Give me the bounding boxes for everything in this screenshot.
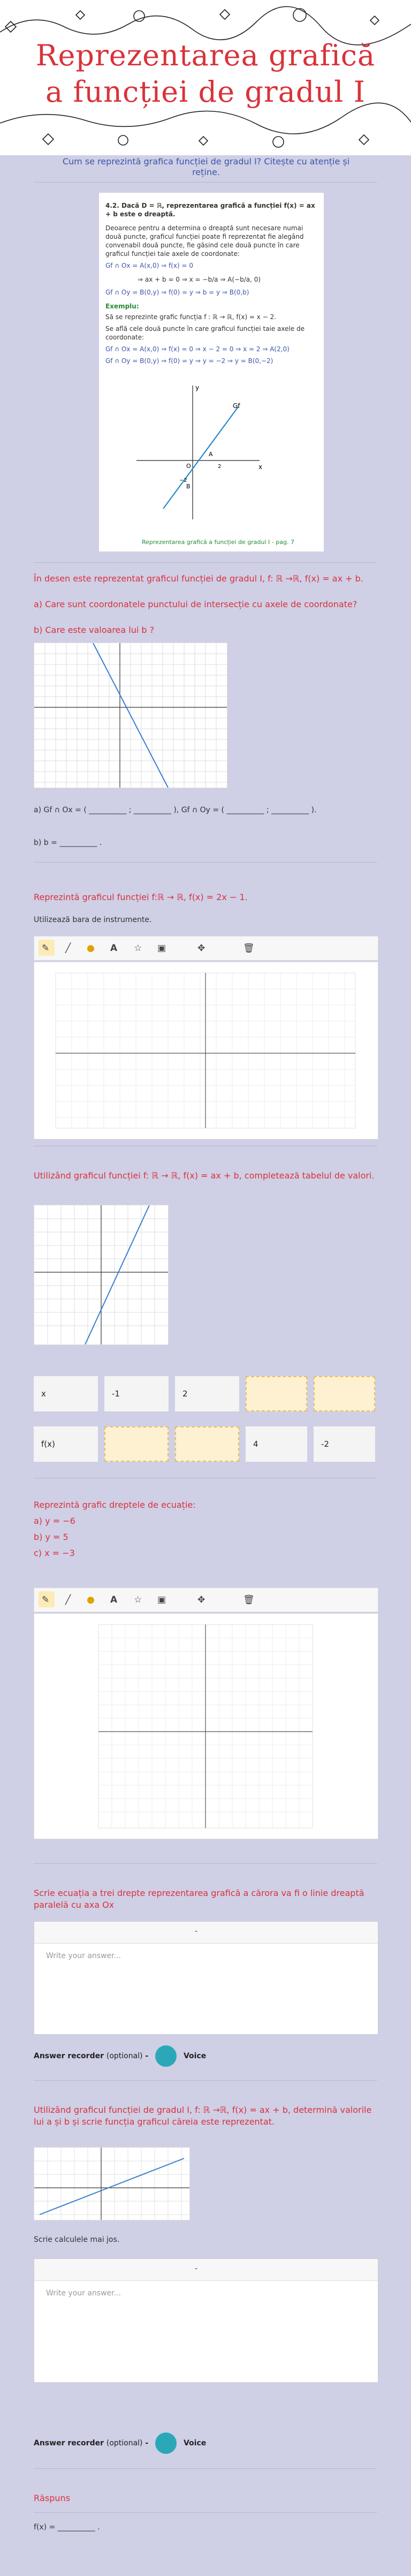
q6-divider bbox=[34, 2080, 377, 2081]
trash-icon[interactable]: 🗑 bbox=[243, 1595, 255, 1605]
q2-divider bbox=[34, 862, 377, 863]
q6-recorder-label: Answer recorder bbox=[34, 2439, 104, 2447]
page-title-line2: a funcției de gradul I bbox=[45, 75, 366, 109]
highlighter-icon[interactable]: ● bbox=[87, 1595, 95, 1605]
q6-recorder-dash: - bbox=[145, 2439, 149, 2447]
line-icon[interactable]: ╱ bbox=[65, 943, 71, 954]
q6-heading-underline bbox=[34, 2512, 377, 2513]
move-icon[interactable]: ✥ bbox=[197, 943, 206, 954]
q6-answer-placeholder[interactable]: Write your answer... bbox=[46, 2289, 121, 2298]
q1-answer-b[interactable]: b) b = __________ . bbox=[34, 838, 102, 847]
q6-answer-box[interactable] bbox=[34, 2258, 378, 2383]
q2-grid bbox=[34, 962, 378, 1139]
book-gf-label: Gf bbox=[233, 402, 240, 410]
q3-drop-r1c5[interactable] bbox=[314, 1376, 375, 1411]
q6-graph bbox=[34, 2147, 190, 2220]
q4-drawing-canvas[interactable] bbox=[34, 1613, 378, 1839]
q3-cell-r1c2: -1 bbox=[104, 1376, 169, 1411]
q5-answer-toolbar bbox=[34, 1922, 378, 1944]
q5-divider bbox=[34, 1863, 377, 1864]
q6-record-button[interactable] bbox=[155, 2433, 177, 2454]
book-f1: Gf ∩ Ox = A(x,0) ⇒ f(x) = 0 bbox=[105, 262, 193, 269]
star-icon[interactable]: ☆ bbox=[134, 1595, 142, 1605]
q6-graph-svg bbox=[34, 2148, 189, 2220]
q3-cell-r2c4: 4 bbox=[246, 1426, 307, 1462]
book-ex2: Se află cele două puncte în care graficul funcției taie axele de coordonate: bbox=[105, 325, 305, 341]
book-f2: ⇒ ax + b = 0 ⇒ x = −b/a ⇒ A(−b/a, 0) bbox=[138, 276, 261, 283]
book-caption: Reprezentarea grafică a funcției de gradul I - pag. 7 bbox=[142, 539, 294, 546]
trash-icon[interactable]: 🗑 bbox=[243, 943, 255, 954]
q5-answer-placeholder[interactable]: Write your answer... bbox=[46, 1952, 121, 1960]
book-tick-minus2: −2 bbox=[179, 478, 187, 484]
q1-divider bbox=[34, 562, 377, 563]
q1-part-a: a) Care sunt coordonatele punctului de intersecție cu axele de coordonate? bbox=[34, 599, 357, 609]
page-title-line1: Reprezentarea grafică bbox=[35, 39, 376, 72]
q2-drawing-canvas[interactable] bbox=[34, 962, 378, 1139]
q3-drop-r1c4[interactable] bbox=[246, 1376, 307, 1411]
q1-graph-svg bbox=[34, 643, 227, 788]
image-icon[interactable]: ▣ bbox=[157, 1595, 166, 1605]
q3-function-line bbox=[85, 1205, 149, 1344]
q3-cell-r2c5: -2 bbox=[314, 1426, 375, 1462]
book-tick-2: 2 bbox=[218, 464, 222, 470]
q5-title: Scrie ecuația a trei drepte reprezentarea grafică a cărora va fi o linie dreaptă paralelă cu axa Ox bbox=[34, 1888, 364, 1910]
textbook-graph bbox=[99, 375, 324, 535]
intro-divider bbox=[34, 182, 377, 183]
q4-title: Reprezintă grafic dreptele de ecuație: bbox=[34, 1500, 196, 1510]
q4-part-a: a) y = −6 bbox=[34, 1516, 75, 1526]
highlighter-icon[interactable]: ● bbox=[87, 943, 95, 954]
q3-cell-r1c3: 2 bbox=[175, 1376, 239, 1411]
q2-title: Reprezintă graficul funcției f:ℝ → ℝ, f(x) = 2x − 1. bbox=[34, 892, 248, 902]
worksheet-header bbox=[0, 0, 411, 155]
q5-answer-recorder bbox=[34, 2045, 206, 2067]
book-p1: 4.2. Dacă D = ℝ, reprezentarea grafică a funcției f(x) = ax + b este o dreaptă. bbox=[105, 202, 315, 218]
book-o-label: O bbox=[186, 463, 191, 470]
q2-hint: Utilizează bara de instrumente. bbox=[34, 916, 152, 924]
q5-record-button[interactable] bbox=[155, 2045, 177, 2067]
book-f3: Gf ∩ Oy = B(0,y) ⇒ f(0) = y ⇒ b = y ⇒ B(0,b) bbox=[105, 289, 249, 296]
q1-answer-a[interactable]: a) Gf ∩ Ox = ( __________ ; __________ ), Gf ∩ Oy = ( __________ ; __________ ). bbox=[34, 806, 317, 814]
q6-answer-heading: Răspuns bbox=[34, 2493, 71, 2503]
q5-answer-box[interactable] bbox=[34, 1921, 378, 2035]
intro-question: Cum se reprezintă grafica funcției de gradul I? Citește cu atenție și reține. bbox=[62, 156, 350, 177]
q5-recorder-optional: (optional) bbox=[106, 2052, 143, 2060]
q6-answer-divider bbox=[34, 2468, 377, 2469]
textbook-excerpt bbox=[99, 193, 324, 552]
q4-toolbar bbox=[34, 1588, 378, 1612]
q6-answer-line[interactable]: f(x) = __________ . bbox=[34, 2523, 100, 2532]
pencil-icon[interactable]: ✎ bbox=[42, 943, 50, 954]
q5-voice-label: Voice bbox=[183, 2052, 207, 2060]
q6-title: Utilizând graficul funcției de gradul I, f: ℝ →ℝ, f(x) = ax + b, determină valorile lui a și b și scrie funcția graficul căreia este reprezentat. bbox=[34, 2105, 372, 2127]
q6-answer-toolbar bbox=[34, 2259, 378, 2281]
q3-cell-r1c1: x bbox=[34, 1376, 98, 1411]
text-icon[interactable]: A bbox=[110, 943, 118, 954]
q6-answer-recorder bbox=[34, 2433, 206, 2454]
book-f5: Gf ∩ Oy = B(0,y) ⇒ f(0) = y ⇒ y = −2 ⇒ y = B(0,−2) bbox=[105, 357, 273, 365]
q2-toolbar bbox=[34, 936, 378, 961]
q5-recorder-dash: - bbox=[145, 2052, 149, 2060]
q5-recorder-label: Answer recorder bbox=[34, 2052, 104, 2060]
star-icon[interactable]: ☆ bbox=[134, 943, 142, 954]
q3-drop-r2c2[interactable] bbox=[104, 1426, 169, 1462]
q6-hint: Scrie calculele mai jos. bbox=[34, 2235, 120, 2244]
q6-recorder-optional: (optional) bbox=[106, 2439, 143, 2447]
book-p2: Deoarece pentru a determina o dreaptă sunt necesare numai două puncte, graficul funcției poate fi reprezentat fie alegând convenabil două puncte, fie găsind cele două puncte în care graficul funcției taie axele de coordonate: bbox=[105, 224, 304, 258]
book-y-label: y bbox=[195, 384, 200, 391]
book-ex1: Să se reprezinte grafic funcția f : ℝ → ℝ, f(x) = x − 2. bbox=[105, 313, 277, 321]
text-icon[interactable]: A bbox=[110, 1595, 118, 1605]
line-icon[interactable]: ╱ bbox=[65, 1595, 71, 1605]
q6-format-dash[interactable]: - bbox=[195, 2264, 198, 2273]
q5-format-dash[interactable]: - bbox=[195, 1927, 198, 1936]
q1-part-b: b) Care este valoarea lui b ? bbox=[34, 625, 155, 635]
q4-part-c: c) x = −3 bbox=[34, 1548, 75, 1558]
pencil-icon[interactable]: ✎ bbox=[42, 1595, 50, 1605]
q3-cell-r2c1: f(x) bbox=[34, 1426, 98, 1462]
image-icon[interactable]: ▣ bbox=[157, 943, 166, 954]
q3-drop-r2c3[interactable] bbox=[175, 1426, 239, 1462]
q6-voice-label: Voice bbox=[183, 2439, 207, 2447]
q3-title: Utilizând graficul funcției f: ℝ → ℝ, f(x) = ax + b, completează tabelul de valori. bbox=[34, 1170, 375, 1181]
q3-graph bbox=[34, 1205, 169, 1345]
book-ex-label: Exemplu: bbox=[105, 303, 139, 310]
q1-graph bbox=[34, 643, 227, 788]
book-a-label: A bbox=[209, 451, 213, 458]
book-b-label: B bbox=[186, 483, 191, 490]
book-function-line bbox=[163, 407, 238, 509]
q1-title: În desen este reprezentat graficul funcției de gradul I, f: ℝ →ℝ, f(x) = ax + b. bbox=[34, 573, 363, 584]
book-f4: Gf ∩ Ox = A(x,0) ⇒ f(x) = 0 ⇒ x − 2 = 0 ⇒ x = 2 ⇒ A(2,0) bbox=[105, 345, 290, 353]
q4-part-b: b) y = 5 bbox=[34, 1532, 68, 1542]
q4-grid bbox=[34, 1614, 378, 1839]
book-x-label: x bbox=[258, 463, 263, 471]
move-icon[interactable]: ✥ bbox=[197, 1595, 206, 1605]
q3-graph-svg bbox=[34, 1205, 168, 1344]
